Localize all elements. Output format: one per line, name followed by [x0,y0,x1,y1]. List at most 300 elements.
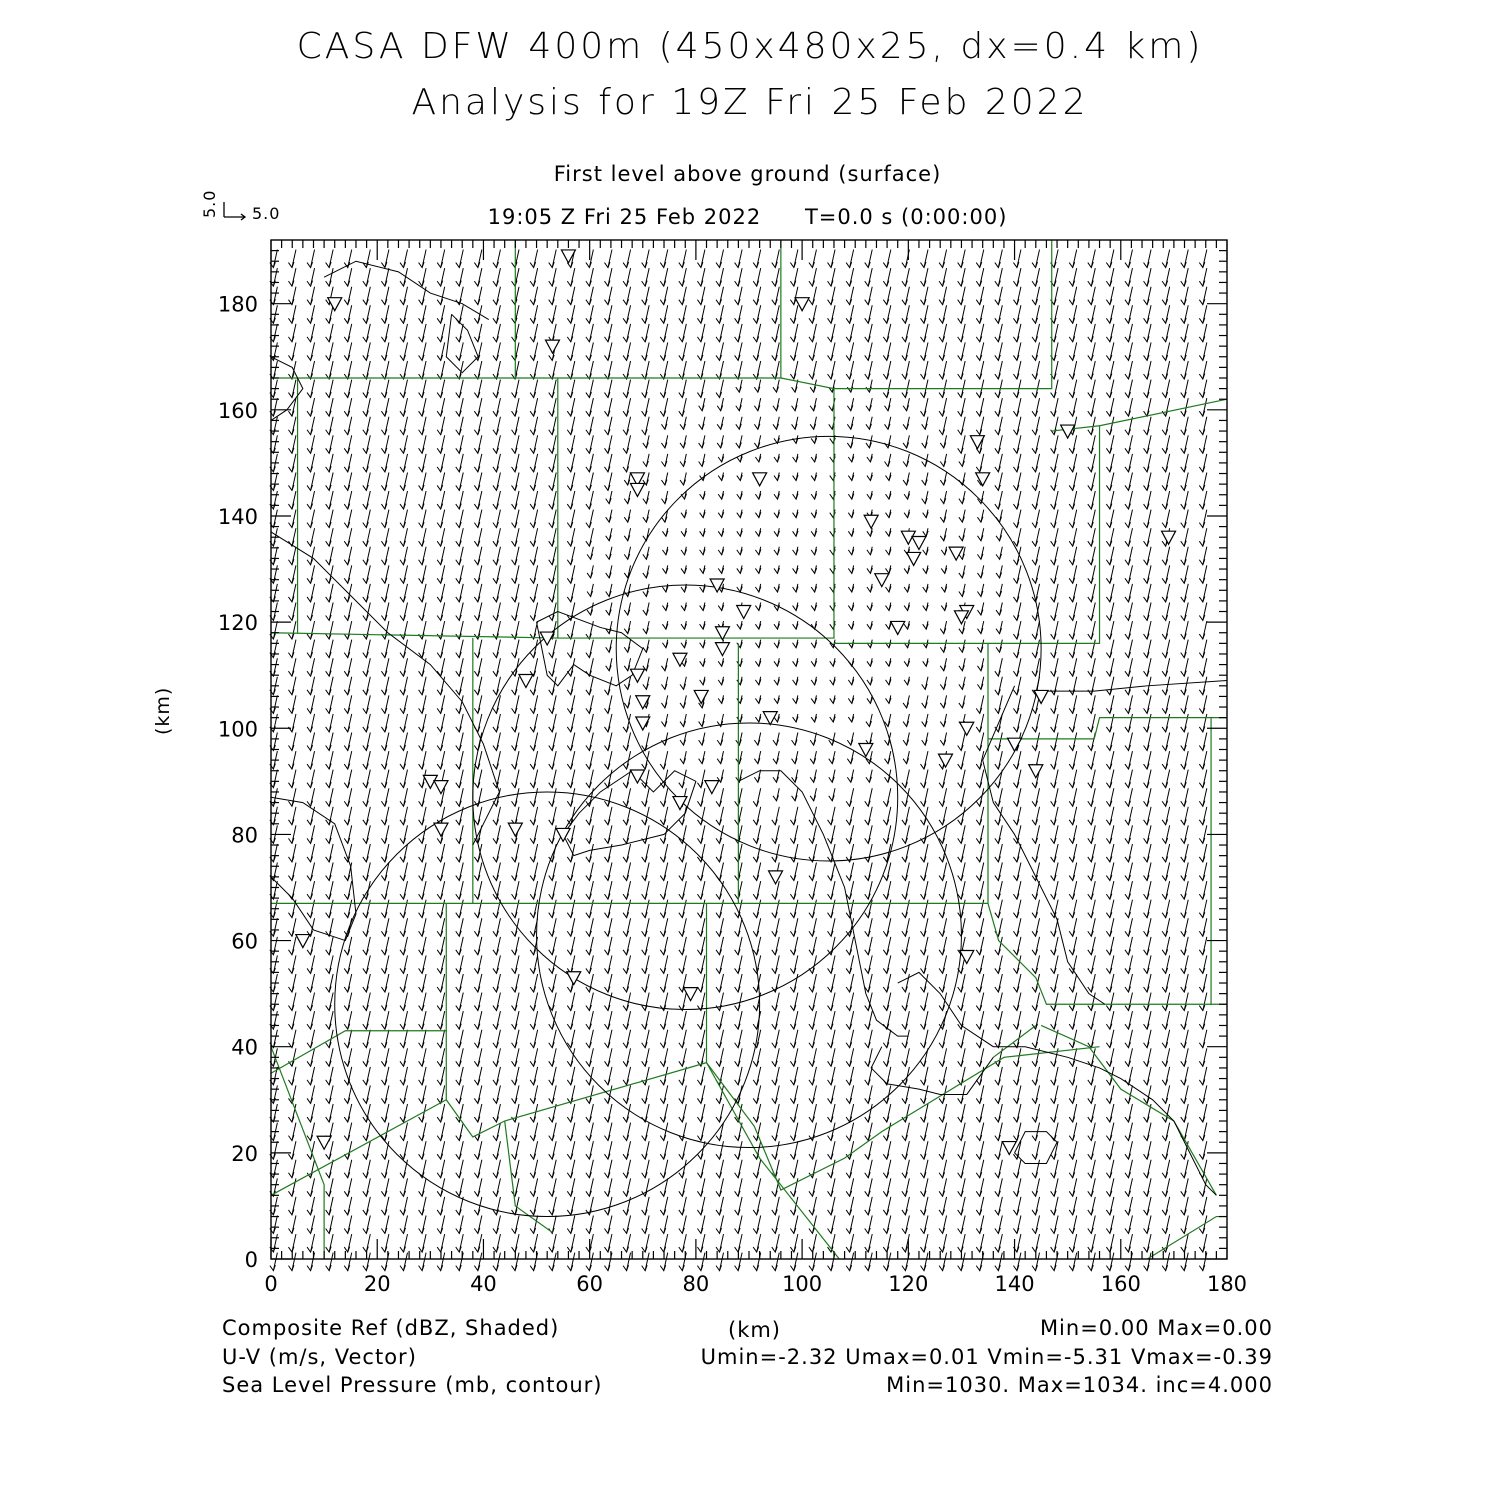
wind-vector [512,380,519,398]
wind-vector [344,1030,352,1048]
wind-vector [718,602,724,610]
wind-vector [939,1030,947,1048]
wind-vector [958,1123,966,1141]
wind-vector [716,250,724,268]
wind-vector [1144,714,1152,732]
wind-vector [1051,993,1059,1011]
wind-vector [810,398,816,411]
wind-vector [1162,937,1170,955]
wind-vector [604,1030,612,1048]
wind-vector [437,250,445,268]
wind-vector [1088,361,1096,379]
wind-vector [1106,881,1114,899]
wind-vector [939,863,947,881]
wind-vector [567,955,575,973]
wind-vector [774,658,780,666]
wind-vector [940,491,946,504]
wind-vector [958,733,966,751]
wind-vector [718,491,724,499]
wind-vector [716,1178,724,1196]
wind-vector [976,918,984,936]
wind-vector [419,361,427,379]
wind-vector [920,250,928,268]
wind-vector [1069,1104,1077,1122]
wind-vector [493,677,501,695]
wind-vector [1181,584,1189,602]
wind-vector [1199,1104,1207,1122]
wind-vector [1125,380,1133,398]
wind-vector [493,1067,501,1085]
wind-vector [474,510,482,528]
wind-vector [1051,1123,1059,1141]
wind-vector [381,751,389,769]
wind-vector [753,1085,761,1103]
wind-vector [958,881,966,899]
wind-vector [995,881,1003,899]
wind-vector [1088,937,1096,955]
wind-vector [958,1030,966,1048]
wind-vector [1199,1234,1207,1252]
wind-vector [772,324,780,342]
wind-vector [977,528,983,541]
wind-vector [920,900,928,918]
wind-vector [1162,565,1170,583]
wind-vector [1199,751,1207,769]
wind-vector [1051,602,1059,620]
wind-vector [1199,342,1207,360]
wind-vector [996,547,1002,560]
wind-vector [790,955,798,973]
wind-vector [865,955,873,973]
wind-vector [437,1215,445,1233]
wind-vector [326,1197,334,1215]
wind-vector [419,472,427,490]
wind-vector [755,584,761,592]
wind-vector [493,324,501,342]
wind-vector [922,714,928,727]
wind-vector [846,1123,854,1141]
wind-vector [809,863,817,881]
wind-vector [847,398,853,411]
x-tick-label: 120 [888,1272,929,1296]
wind-vector [437,1123,445,1141]
wind-vector [1013,863,1021,881]
wind-vector [586,1178,594,1196]
wind-vector [1106,361,1114,379]
wind-vector [307,547,315,565]
wind-vector [1013,658,1021,676]
wind-vector [288,1178,296,1196]
station-marker [753,473,767,486]
wind-vector [1125,361,1133,379]
wind-vector [792,417,798,430]
wind-vector [922,417,928,430]
wind-vector [846,1197,854,1215]
wind-vector [697,1215,705,1233]
wind-vector [793,491,799,499]
wind-vector [586,528,594,546]
wind-vector [772,305,780,323]
wind-vector [549,1253,557,1271]
wind-vector [809,955,817,973]
wind-vector [1144,863,1152,881]
wind-vector [920,1197,928,1215]
wind-vector [363,268,371,286]
wind-vector [474,863,482,881]
wind-vector [865,1030,873,1048]
wind-vector [1106,751,1114,769]
wind-vector [307,510,315,528]
wind-vector [1106,733,1114,751]
wind-vector [995,361,1003,379]
wind-vector [1069,342,1077,360]
wind-vector [1181,844,1189,862]
wind-vector [549,491,557,509]
wind-vector [1013,361,1021,379]
wind-vector [400,1215,408,1233]
wind-vector [326,268,334,286]
wind-vector [1125,565,1133,583]
wind-vector [680,695,686,708]
wind-vector [326,305,334,323]
wind-vector [530,844,538,862]
wind-vector [400,435,408,453]
wind-vector [512,398,519,416]
wind-vector [363,1178,371,1196]
wind-vector [958,1104,966,1122]
wind-vector [344,1048,352,1066]
wind-vector [1125,751,1133,769]
wind-vector [995,918,1003,936]
wind-vector [866,398,872,411]
wind-vector [790,974,798,992]
wind-vector [1162,677,1170,695]
wind-vector [753,1234,761,1252]
wind-vector [976,454,984,472]
wind-vector [809,1178,817,1196]
pressure-contours [271,261,1227,1195]
wind-vector [1181,863,1189,881]
wind-vector [604,974,612,992]
wind-vector [1125,584,1133,602]
wind-vector [586,305,594,323]
wind-vector [809,1085,817,1103]
wind-vector [512,1085,519,1103]
wind-vector [493,1085,501,1103]
wind-vector [1013,677,1021,695]
wind-vector [456,825,464,843]
wind-vector [939,1067,947,1085]
wind-vector [363,398,371,416]
wind-vector [661,714,667,727]
wind-vector [1106,1215,1114,1233]
wind-vector [623,250,631,268]
wind-vector [753,1104,761,1122]
wind-vector [772,1234,780,1252]
wind-vector [1181,510,1189,528]
wind-vector [623,268,631,286]
wind-vector [753,807,761,825]
wind-vector [679,1030,687,1048]
wind-vector [419,1123,427,1141]
wind-vector [772,937,780,955]
wind-vector [288,250,296,268]
wind-vector [828,974,836,992]
wind-vector [642,937,650,955]
wind-vector [922,677,928,690]
wind-vector [883,287,891,305]
wind-vector [456,844,464,862]
wind-vector [381,1067,389,1085]
wind-vector [939,305,947,323]
wind-vector [400,1123,408,1141]
wind-vector [735,993,743,1011]
wind-vector [623,844,631,862]
wind-vector [939,900,947,918]
wind-vector [679,900,687,918]
wind-vector [1125,1178,1133,1196]
wind-vector [735,1048,743,1066]
wind-vector [754,417,760,430]
wind-vector [923,565,929,573]
wind-vector [456,435,464,453]
wind-vector [1032,1178,1040,1196]
wind-vector [772,1048,780,1066]
wind-vector [456,602,464,620]
wind-vector [1069,472,1077,490]
wind-vector [1032,993,1040,1011]
wind-vector [530,1123,538,1141]
wind-vector [1013,454,1021,472]
wind-vector [288,565,296,583]
y-tick-label: 100 [217,717,258,742]
wind-vector [977,491,983,504]
wind-vector [307,733,315,751]
wind-vector [1181,1215,1189,1233]
wind-vector [400,287,408,305]
wind-vector [419,305,427,323]
wind-vector [865,250,873,268]
wind-vector [883,955,891,973]
wind-vector [623,900,631,918]
wind-vector [567,1234,575,1252]
wind-vector [381,565,389,583]
wind-vector [976,287,984,305]
wind-vector [830,658,836,666]
legend-field2-stats: Umin=-2.32 Umax=0.01 Vmin=-5.31 Vmax=-0.39 [700,1345,1273,1369]
wind-vector [381,714,389,732]
wind-vector [902,918,910,936]
wind-vector [920,844,928,862]
wind-vector [718,695,724,703]
wind-vector [549,602,557,620]
wind-vector [920,268,928,286]
wind-vector [437,1160,445,1178]
wind-vector [307,993,315,1011]
wind-vector [976,1048,984,1066]
wind-vector [976,342,984,360]
wind-vector [903,472,909,485]
wind-vector [586,937,594,955]
wind-vector [363,993,371,1011]
wind-vector [326,695,334,713]
wind-vector [753,825,761,843]
wind-vector [567,417,575,435]
wind-vector [344,268,352,286]
wind-vector [1144,881,1152,899]
wind-vector [493,454,501,472]
wind-vector [567,937,575,955]
wind-vector [1106,565,1114,583]
wind-vector [1032,1104,1040,1122]
wind-vector [1162,1030,1170,1048]
wind-vector [400,658,408,676]
wind-vector [456,250,464,268]
wind-vector [885,454,891,467]
wind-vector [326,974,334,992]
wind-vector [1088,1234,1096,1252]
wind-vector [829,770,835,783]
wind-vector [474,1253,482,1271]
wind-vector [623,1123,631,1141]
wind-vector [1088,305,1096,323]
wind-vector [660,918,668,936]
wind-vector [604,1104,612,1122]
wind-vector [848,621,854,629]
wind-vector [772,1123,780,1141]
wind-vector [623,1160,631,1178]
wind-vector [883,825,891,843]
wind-vector [623,918,631,936]
wind-vector [697,380,705,398]
wind-vector [307,305,315,323]
wind-vector [493,472,501,490]
wind-vector [381,825,389,843]
wind-vector [419,342,427,360]
wind-vector [976,1030,984,1048]
wind-vector [474,955,482,973]
wind-vector [737,510,743,518]
wind-vector [1032,1067,1040,1085]
station-marker [317,1136,331,1149]
wind-vector [326,528,334,546]
county-line [558,378,834,638]
wind-vector [920,1067,928,1085]
wind-vector [660,788,668,806]
wind-vector [1181,1011,1189,1029]
wind-vector [586,1160,594,1178]
wind-vector [1162,825,1170,843]
wind-vector [474,287,482,305]
wind-vector [883,900,891,918]
wind-vector [865,1085,873,1103]
wind-vector [288,1234,296,1252]
county-line [1041,1025,1216,1195]
wind-vector [1162,305,1170,323]
wind-vector [549,1234,557,1252]
wind-vector [920,974,928,992]
wind-vector [549,770,557,788]
wind-vector [363,1067,371,1085]
wind-vector [886,510,892,518]
wind-vector [902,1048,910,1066]
wind-vector [811,695,817,703]
wind-vector [865,1215,873,1233]
wind-vector [288,955,296,973]
wind-vector [902,1160,910,1178]
wind-vector [456,733,464,751]
wind-vector [865,937,873,955]
wind-vector [1013,751,1021,769]
wind-vector [846,268,854,286]
wind-vector [1088,565,1096,583]
wind-vector [567,342,575,360]
wind-vector [885,714,891,727]
wind-vector [512,974,519,992]
wind-vector [883,1104,891,1122]
wind-vector [886,528,892,536]
wind-vector [1181,900,1189,918]
wind-vector [736,398,742,411]
wind-vector [567,658,575,676]
wind-vector [902,1123,910,1141]
wind-vector [307,398,315,416]
wind-vector [737,695,743,703]
wind-vector [886,658,892,666]
wind-vector [1088,1123,1096,1141]
wind-vector [1125,658,1133,676]
wind-vector [586,733,594,751]
county-boundaries [271,240,1227,1259]
wind-vector [1013,435,1021,453]
wind-vector [1162,435,1170,453]
wind-vector [1106,1178,1114,1196]
wind-vector [493,900,501,918]
wind-vector [1181,547,1189,565]
wind-vector [586,380,594,398]
wind-vector [1013,844,1021,862]
station-marker [769,871,783,884]
wind-vector [307,844,315,862]
wind-vector [344,770,352,788]
wind-vector [828,1160,836,1178]
wind-vector [363,528,371,546]
wind-vector [1125,398,1133,416]
wind-vector [456,305,464,323]
wind-vector [1162,380,1170,398]
wind-vector [642,305,650,323]
wind-vector [1051,1085,1059,1103]
wind-vector [419,565,427,583]
wind-vector [790,1011,798,1029]
wind-vector [959,584,965,597]
wind-vector [865,788,873,806]
wind-vector [1088,900,1096,918]
wind-vector [587,547,593,560]
wind-vector [904,565,910,573]
wind-vector [716,937,724,955]
wind-vector [419,640,427,658]
wind-vector [530,1215,538,1233]
wind-vector [828,268,836,286]
wind-vector [885,751,891,764]
wind-vector [920,937,928,955]
wind-vector [642,900,650,918]
county-line [271,638,473,903]
wind-vector [865,1048,873,1066]
wind-vector [681,547,687,555]
wind-vector [1162,287,1170,305]
